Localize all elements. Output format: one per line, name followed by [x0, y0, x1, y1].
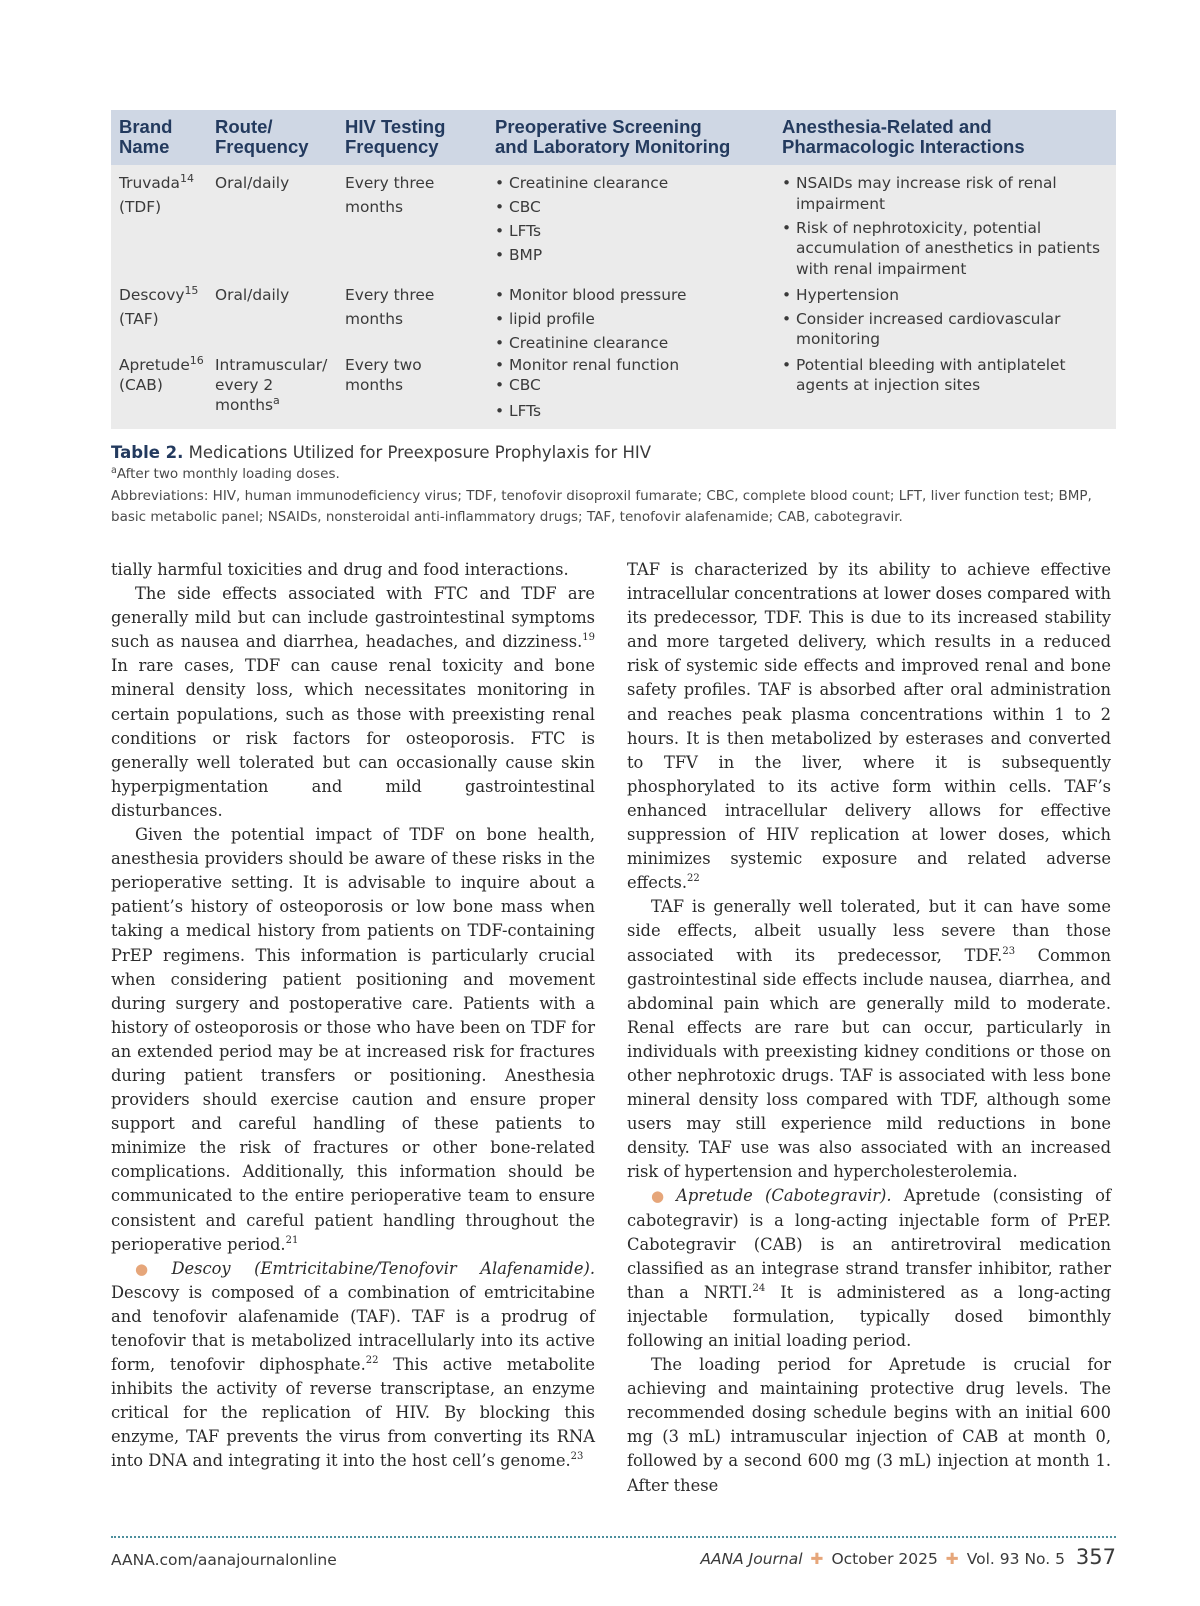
table-row — [111, 165, 1116, 283]
caption-label: Table 2. — [111, 443, 184, 462]
list-item: • Creatinine clearance — [495, 331, 766, 355]
page-number: 357 — [1075, 1545, 1116, 1569]
paragraph: tially harmful toxicities and drug and food interactions. — [111, 560, 569, 579]
anesthesia-cell — [774, 355, 1116, 429]
header-preop-screening: Preoperative Screening and Laboratory Monitoring — [495, 116, 731, 157]
list-item: • Monitor renal function — [495, 355, 766, 375]
list-item: • CBC — [495, 195, 766, 219]
hiv-testing-cell: Every two months — [345, 355, 422, 394]
route-cell: Intramuscular/ every 2 months$^a$ — [215, 355, 328, 414]
volume: Vol. 93 — [966, 1550, 1020, 1568]
anesthesia-cell — [774, 165, 1116, 283]
plus-icon: ✚ — [810, 1550, 824, 1568]
plus-icon: ✚ — [945, 1550, 959, 1568]
issue-number: No. 5 — [1024, 1550, 1065, 1568]
list-item: • Potential bleeding with antiplatelet agents at injection sites — [782, 355, 1108, 396]
section-bullet-icon: ● — [651, 1187, 672, 1206]
table-header-row — [111, 110, 1116, 165]
preop-cell — [487, 165, 774, 283]
body-column-right — [627, 558, 1111, 1498]
list-item: • Consider increased cardiovascular monitoring — [782, 309, 1108, 350]
anesthesia-cell — [774, 283, 1116, 355]
caption-footnote: $^a$After two monthly loading doses. — [111, 465, 340, 482]
section-bullet-icon: ● — [135, 1259, 167, 1278]
footer-journal-info — [700, 1544, 1116, 1572]
table-row — [111, 283, 1116, 355]
list-item: • Risk of nephrotoxicity, potential accumulation of anesthetics in patients with renal impairment — [782, 218, 1108, 280]
preop-cell — [487, 355, 774, 429]
table-caption — [111, 442, 1111, 529]
preop-cell — [487, 283, 774, 355]
table-row — [111, 355, 1116, 429]
paragraph: Given the potential impact of TDF on bone health, anesthesia providers should be aware of these risks in the perioperative setting. It is advisable to inquire about a patient’s history of osteoporosis or low bone mass when taking a medical history from patients on TDF-containing PrEP regimens. This information is particularly crucial when considering patient positioning and movement during surgery and postoperative care. Patients with a history of osteoporosis or those who have been on TDF for an extended period may be at increased risk for fractures during patient transfers or positioning. Anesthesia providers should exercise caution and ensure proper support and careful handling of these patients to minimize the risk of fractures or other bone-related complications. Additionally, this information should be communicated to the entire perioperative team to ensure consistent and careful patient handling throughout the perioperative period.$^{21}$ — [111, 825, 595, 1254]
section-heading: Apretude (Cabotegravir). — [676, 1186, 892, 1206]
list-item: • Hypertension — [782, 285, 1108, 306]
header-route-frequency: Route/ Frequency — [215, 116, 309, 157]
body-column-left — [111, 558, 595, 1474]
hiv-testing-cell: Every three months — [345, 285, 435, 328]
route-cell: Oral/daily — [215, 285, 290, 304]
caption-abbreviations: Abbreviations: HIV, human immunodeficiency virus; TDF, tenofovir disoproxil fumarate; CBC, complete blood count; LFT, liver function test; BMP, basic metabolic panel; NSAIDs, nonsteroidal anti-inflammatory drugs; TAF, tenofovir alafenamide; CAB, cabotegravir. — [111, 487, 1092, 525]
medications-table — [111, 110, 1116, 429]
footer-website: AANA.com/aanajournalonline — [111, 1551, 337, 1569]
header-anesthesia-interactions: Anesthesia-Related and Pharmacologic Interactions — [782, 116, 1025, 157]
paragraph: ● Descoy (Emtricitabine/Tenofovir Alafenamide). Descovy is composed of a combination of emtricitabine and tenofovir alafenamide (TAF). TAF is a prodrug of tenofovir that is metabolized intracellularly into its active form, tenofovir diphosphate.$^{22}$ This active metabolite inhibits the activity of reverse transcriptase, an enzyme critical for the replication of HIV. By blocking this enzyme, TAF prevents the virus from converting its RNA into DNA and integrating it into the host cell’s genome.$^{23}$ — [111, 1258, 595, 1471]
brand-cell: Apretude$^{16}$ (CAB) — [119, 353, 204, 394]
header-hiv-testing: HIV Testing Frequency — [345, 116, 446, 157]
section-heading: Descoy (Emtricitabine/Tenofovir Alafenamide). — [171, 1258, 595, 1278]
list-item: • Creatinine clearance — [495, 171, 766, 195]
list-item: • lipid profile — [495, 307, 766, 331]
list-item: • CBC — [495, 375, 766, 395]
paragraph: The loading period for Apretude is crucial for achieving and maintaining protective drug levels. The recommended dosing schedule begins with an initial 600 mg (3 mL) intramuscular injection of CAB at month 0, followed by a second 600 mg (3 mL) injection at month 1. After these — [627, 1355, 1111, 1495]
paragraph: The side effects associated with FTC and TDF are generally mild but can include gastrointestinal symptoms such as nausea and diarrhea, headaches, and dizziness.$^{19}$ In rare cases, TDF can cause renal toxicity and bone mineral density loss, which necessitates monitoring in certain populations, such as those with preexisting renal conditions or risk factors for osteoporosis. FTC is generally well tolerated but can occasionally cause skin hyperpigmentation and mild gastrointestinal disturbances. — [111, 584, 595, 820]
route-cell: Oral/daily — [215, 174, 290, 192]
list-item: • Monitor blood pressure — [495, 283, 766, 307]
paragraph: TAF is characterized by its ability to achieve effective intracellular concentrations at lower doses compared with its predecessor, TDF. This is due to its increased stability and more targeted delivery, which results in a reduced risk of systemic side effects and improved renal and bone safety profiles. TAF is absorbed after oral administration and reaches peak plasma concentrations within 1 to 2 hours. It is then metabolized by esterases and converted to TFV in the liver, where it is subsequently phosphorylated to its active form within cells. TAF’s enhanced intracellular delivery allows for effective suppression of HIV replication at lower doses, which minimizes systemic exposure and related adverse effects.$^{22}$ — [627, 560, 1111, 893]
footer-divider — [111, 1536, 1116, 1538]
journal-name: AANA Journal — [700, 1550, 803, 1568]
paragraph: ● Apretude (Cabotegravir). Apretude (consisting of cabotegravir) is a long-acting injectable form of PrEP. Cabotegravir (CAB) is an antiretroviral medication classified as an integrase strand transfer inhibitor, rather than a NRTI.$^{24}$ It is administered as a long-acting injectable formulation, typically dosed bimonthly following an initial loading period. — [627, 1186, 1112, 1350]
brand-cell: Descovy$^{15}$ (TAF) — [119, 283, 199, 328]
list-item: • LFTs — [495, 399, 766, 423]
hiv-testing-cell: Every three months — [345, 174, 435, 216]
caption-title: Table 2. Medications Utilized for Preexposure Prophylaxis for HIV — [111, 443, 652, 462]
paragraph: TAF is generally well tolerated, but it can have some side effects, albeit usually less severe than those associated with its predecessor, TDF.$^{23}$ Common gastrointestinal side effects include nausea, diarrhea, and abdominal pain which are generally mild to moderate. Renal effects are rare but can occur, particularly in individuals with preexisting kidney conditions or those on other nephrotoxic drugs. TAF is associated with less bone mineral density loss compared with TDF, although some users may still experience mild reductions in bone density. TAF use was also associated with an increased risk of hypertension and hypercholesterolemia. — [627, 897, 1111, 1182]
list-item: • LFTs — [495, 219, 766, 243]
header-brand-name: Brand Name — [119, 116, 173, 157]
list-item: • BMP — [495, 243, 766, 267]
issue-date: October 2025 — [831, 1550, 938, 1568]
list-item: • NSAIDs may increase risk of renal impairment — [782, 173, 1108, 214]
brand-cell: Truvada$^{14}$ (TDF) — [119, 172, 194, 216]
